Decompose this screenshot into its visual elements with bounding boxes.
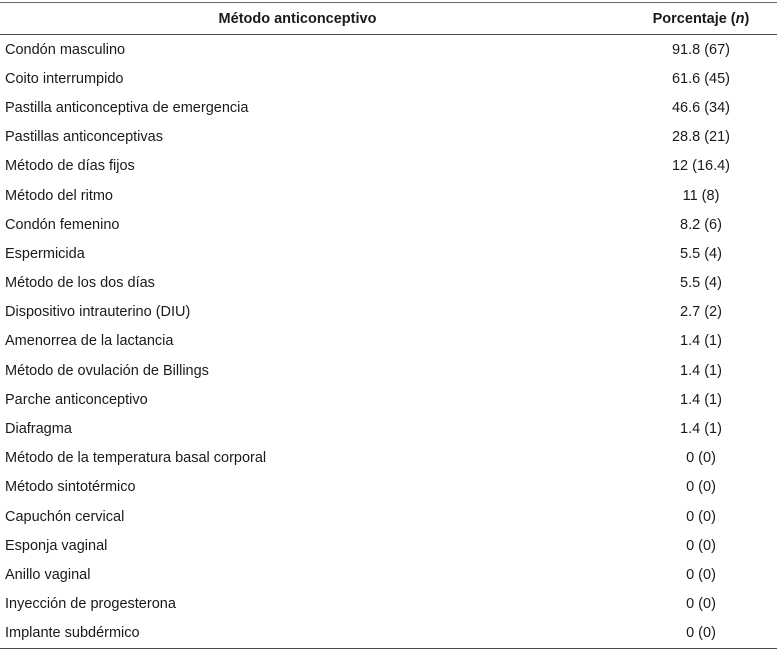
header-percentage-n: n: [735, 11, 745, 27]
percentage-cell: 2.7 (2): [680, 304, 722, 321]
method-cell: Método del ritmo: [5, 187, 113, 204]
table-row: [0, 239, 777, 268]
table-row: [0, 619, 777, 649]
table-row: [0, 64, 777, 93]
method-cell: Implante subdérmico: [0, 619, 625, 649]
top-rule: [0, 2, 777, 3]
table-row: [0, 123, 777, 152]
table-row: [0, 93, 777, 122]
percentage-cell: 1.4 (1): [680, 362, 722, 379]
header-percentage: [625, 4, 777, 35]
method-cell: Pastillas anticonceptivas: [5, 129, 163, 146]
method-cell: Anillo vaginal: [5, 566, 91, 583]
percentage-cell: 46.6 (34): [671, 99, 731, 116]
table-row: [0, 531, 777, 560]
method-cell: Parche anticonceptivo: [5, 391, 148, 408]
method-cell: Diafragma: [5, 421, 72, 438]
percentage-cell: 0 (0): [686, 566, 716, 583]
percentage-cell: 12 (16.4): [671, 158, 731, 175]
table-row: [0, 590, 777, 619]
percentage-cell: 28.8 (21): [671, 129, 731, 146]
method-cell: Condón masculino: [5, 41, 126, 58]
percentage-cell: 0 (0): [686, 537, 716, 554]
method-cell: Esponja vaginal: [5, 537, 108, 554]
header-percentage-prefix: Porcentaje (: [652, 11, 736, 27]
percentage-cell: 1.4 (1): [680, 391, 722, 408]
method-cell: Método sintotérmico: [5, 479, 136, 496]
method-cell: Coito interrumpido: [5, 70, 124, 87]
percentage-cell: 5.5 (4): [680, 245, 722, 262]
percentage-cell: 1.4 (1): [680, 333, 722, 350]
method-cell: Método de ovulación de Billings: [5, 362, 209, 379]
header-percentage-suffix: ): [744, 11, 750, 27]
percentage-cell: 91.8 (67): [671, 41, 731, 58]
method-cell: Espermicida: [5, 245, 85, 262]
table-row: [0, 473, 777, 502]
method-cell: Método de días fijos: [5, 158, 135, 175]
table-row: [0, 560, 777, 589]
percentage-cell: 0 (0): [686, 596, 716, 613]
percentage-cell: 61.6 (45): [671, 70, 731, 87]
percentage-cell: 8.2 (6): [680, 216, 722, 233]
percentage-cell: 0 (0): [625, 619, 777, 649]
method-cell: Pastilla anticonceptiva de emergencia: [5, 99, 249, 116]
method-cell: Dispositivo intrauterino (DIU): [5, 304, 191, 321]
table-row: [0, 385, 777, 414]
table-row: [0, 298, 777, 327]
table-row: [0, 152, 777, 181]
table-row: [0, 327, 777, 356]
percentage-cell: 0 (0): [686, 450, 716, 467]
table-row: [0, 35, 777, 65]
percentage-cell: 0 (0): [686, 508, 716, 525]
table-row: [0, 444, 777, 473]
method-cell: Método de los dos días: [5, 275, 155, 292]
percentage-cell: 1.4 (1): [680, 421, 722, 438]
table-row: [0, 269, 777, 298]
table-header-row: [0, 4, 777, 35]
table-row: [0, 502, 777, 531]
table-row: [0, 414, 777, 443]
percentage-cell: 0 (0): [686, 479, 716, 496]
header-method: Método anticonceptivo: [0, 4, 625, 35]
method-cell: Capuchón cervical: [5, 508, 125, 525]
method-cell: Método de la temperatura basal corporal: [5, 450, 267, 467]
table-row: [0, 181, 777, 210]
table-row: [0, 210, 777, 239]
method-cell: Inyección de progesterona: [5, 596, 176, 613]
method-cell: Amenorrea de la lactancia: [5, 333, 174, 350]
contraceptive-methods-table: [0, 4, 777, 649]
percentage-cell: 11 (8): [682, 187, 720, 204]
method-cell: Condón femenino: [5, 216, 120, 233]
percentage-cell: 5.5 (4): [680, 275, 722, 292]
table-row: [0, 356, 777, 385]
